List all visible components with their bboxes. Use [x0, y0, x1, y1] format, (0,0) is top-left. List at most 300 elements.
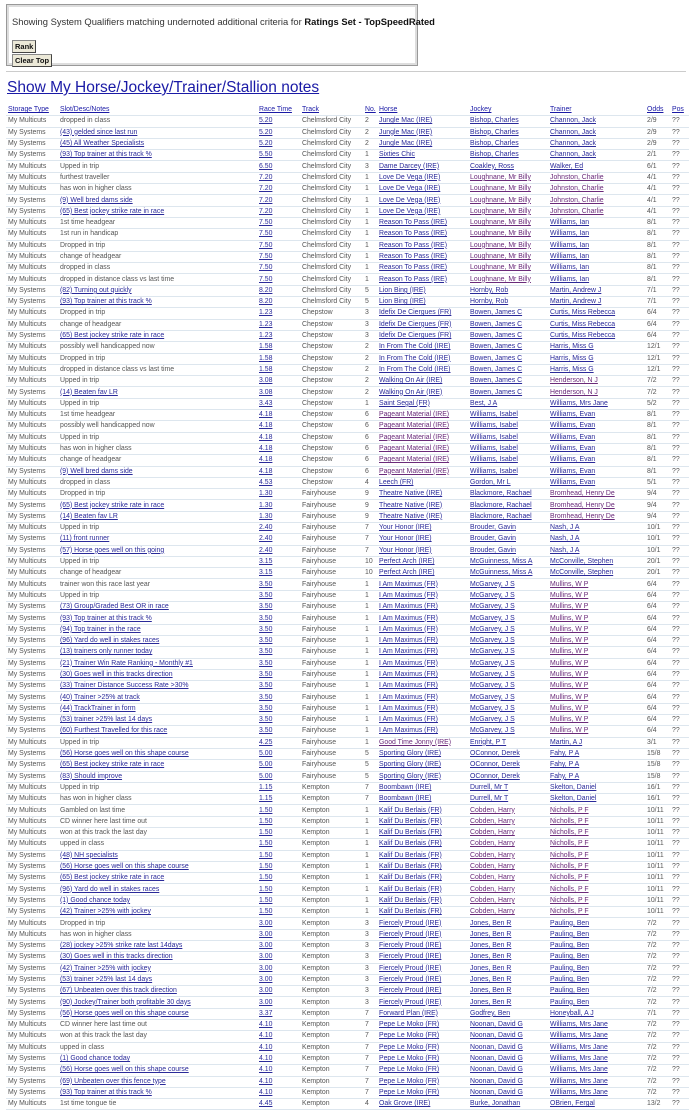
- cell-trainer[interactable]: [548, 997, 645, 1008]
- cell-jockey[interactable]: [468, 206, 548, 217]
- cell-jockey[interactable]: [468, 195, 548, 206]
- race-time-link[interactable]: 1.50: [259, 806, 273, 814]
- trainer-link[interactable]: Mullins, W P: [550, 637, 589, 645]
- cell-jockey[interactable]: [468, 161, 548, 172]
- race-time-link[interactable]: 3.50: [259, 682, 273, 690]
- cell-race-time[interactable]: [257, 681, 300, 692]
- horse-link[interactable]: Fiercely Proud (IRE): [379, 964, 442, 972]
- cell-horse[interactable]: [377, 500, 468, 511]
- horse-link[interactable]: I Am Maximus (FR): [379, 670, 438, 678]
- race-time-link[interactable]: 4.10: [259, 1066, 273, 1074]
- cell-horse[interactable]: [377, 669, 468, 680]
- cell-trainer[interactable]: [548, 466, 645, 477]
- cell-trainer[interactable]: [548, 861, 645, 872]
- cell-jockey[interactable]: [468, 500, 548, 511]
- jockey-link[interactable]: Bishop, Charles: [470, 151, 519, 159]
- sort-trainer-link[interactable]: Trainer: [550, 106, 572, 114]
- horse-link[interactable]: Pepe Le Moko (FR): [379, 1088, 440, 1096]
- cell-race-time[interactable]: [257, 308, 300, 319]
- cell-slot-desc[interactable]: [58, 884, 257, 895]
- race-time-link[interactable]: 1.50: [259, 829, 273, 837]
- cell-horse[interactable]: [377, 715, 468, 726]
- cell-horse[interactable]: [377, 963, 468, 974]
- jockey-link[interactable]: Cobden, Harry: [470, 863, 515, 871]
- cell-race-time[interactable]: [257, 217, 300, 228]
- horse-link[interactable]: Idefix De Ciergues (FR): [379, 320, 452, 328]
- jockey-link[interactable]: Gordon, Mr L: [470, 478, 511, 486]
- cell-trainer[interactable]: [548, 297, 645, 308]
- trainer-link[interactable]: Curtis, Miss Rebecca: [550, 332, 616, 340]
- cell-horse[interactable]: [377, 873, 468, 884]
- jockey-link[interactable]: McGarvey, J S: [470, 580, 515, 588]
- trainer-link[interactable]: Mullins, W P: [550, 625, 589, 633]
- cell-slot-desc[interactable]: [58, 748, 257, 759]
- cell-jockey[interactable]: [468, 217, 548, 228]
- race-time-link[interactable]: 1.58: [259, 343, 273, 351]
- cell-jockey[interactable]: [468, 681, 548, 692]
- cell-jockey[interactable]: [468, 432, 548, 443]
- trainer-link[interactable]: Williams, Mrs Jane: [550, 1077, 608, 1085]
- cell-race-time[interactable]: [257, 974, 300, 985]
- jockey-link[interactable]: Cobden, Harry: [470, 806, 515, 814]
- trainer-link[interactable]: Martin, Andrew J: [550, 298, 602, 306]
- slot-desc-link[interactable]: (96) Yard do well in stakes races: [60, 885, 160, 893]
- jockey-link[interactable]: Loughnane, Mr Billy: [470, 230, 531, 238]
- cell-trainer[interactable]: [548, 364, 645, 375]
- sort-pos-link[interactable]: Pos: [672, 106, 684, 114]
- cell-trainer[interactable]: [548, 715, 645, 726]
- header-odds[interactable]: [645, 105, 670, 116]
- cell-horse[interactable]: [377, 330, 468, 341]
- cell-race-time[interactable]: [257, 364, 300, 375]
- cell-jockey[interactable]: [468, 364, 548, 375]
- slot-desc-link[interactable]: (45) All Weather Specialists: [60, 140, 145, 148]
- race-time-link[interactable]: 3.37: [259, 1009, 273, 1017]
- slot-desc-link[interactable]: (57) Horse goes well on this going: [60, 546, 165, 554]
- race-time-link[interactable]: 4.10: [259, 1088, 273, 1096]
- race-time-link[interactable]: 5.00: [259, 772, 273, 780]
- trainer-link[interactable]: Mullins, W P: [550, 693, 589, 701]
- cell-horse[interactable]: [377, 692, 468, 703]
- cell-jockey[interactable]: [468, 229, 548, 240]
- slot-desc-link[interactable]: (73) Group/Graded Best OR in race: [60, 603, 169, 611]
- trainer-link[interactable]: Williams, Mrs Jane: [550, 1021, 608, 1029]
- horse-link[interactable]: Perfect Arch (IRE): [379, 569, 435, 577]
- cell-trainer[interactable]: [548, 635, 645, 646]
- header-no[interactable]: [363, 105, 377, 116]
- rank-button[interactable]: Rank: [12, 40, 36, 53]
- cell-jockey[interactable]: [468, 703, 548, 714]
- cell-trainer[interactable]: [548, 590, 645, 601]
- horse-link[interactable]: Pepe Le Moko (FR): [379, 1032, 440, 1040]
- header-race-time[interactable]: [257, 105, 300, 116]
- trainer-link[interactable]: Martin, Andrew J: [550, 286, 602, 294]
- trainer-link[interactable]: Nicholls, P F: [550, 908, 589, 916]
- cell-race-time[interactable]: [257, 918, 300, 929]
- trainer-link[interactable]: Pauling, Ben: [550, 942, 590, 950]
- horse-link[interactable]: Oak Grove (IRE): [379, 1100, 431, 1108]
- cell-slot-desc[interactable]: [58, 760, 257, 771]
- race-time-link[interactable]: 7.20: [259, 185, 273, 193]
- jockey-link[interactable]: Brouder, Gavin: [470, 546, 516, 554]
- cell-jockey[interactable]: [468, 839, 548, 850]
- cell-horse[interactable]: [377, 1065, 468, 1076]
- jockey-link[interactable]: Durrell, Mr T: [470, 783, 509, 791]
- trainer-link[interactable]: Williams, Evan: [550, 478, 596, 486]
- cell-race-time[interactable]: [257, 1042, 300, 1053]
- horse-link[interactable]: I Am Maximus (FR): [379, 591, 438, 599]
- trainer-link[interactable]: Mullins, W P: [550, 603, 589, 611]
- jockey-link[interactable]: Loughnane, Mr Billy: [470, 275, 531, 283]
- horse-link[interactable]: Perfect Arch (IRE): [379, 558, 435, 566]
- cell-jockey[interactable]: [468, 940, 548, 951]
- horse-link[interactable]: Kalif Du Berlais (FR): [379, 851, 442, 859]
- cell-jockey[interactable]: [468, 929, 548, 940]
- cell-race-time[interactable]: [257, 895, 300, 906]
- cell-race-time[interactable]: [257, 353, 300, 364]
- trainer-link[interactable]: Mullins, W P: [550, 591, 589, 599]
- race-time-link[interactable]: 4.10: [259, 1032, 273, 1040]
- jockey-link[interactable]: Williams, Isabel: [470, 445, 518, 453]
- horse-link[interactable]: Sporting Glory (IRE): [379, 772, 442, 780]
- horse-link[interactable]: Kalif Du Berlais (FR): [379, 896, 442, 904]
- cell-horse[interactable]: [377, 952, 468, 963]
- cell-trainer[interactable]: [548, 353, 645, 364]
- sort-track-link[interactable]: Track: [302, 106, 319, 114]
- cell-race-time[interactable]: [257, 398, 300, 409]
- cell-race-time[interactable]: [257, 477, 300, 488]
- cell-trainer[interactable]: [548, 342, 645, 353]
- race-time-link[interactable]: 1.15: [259, 783, 273, 791]
- horse-link[interactable]: Fiercely Proud (IRE): [379, 953, 442, 961]
- race-time-link[interactable]: 3.50: [259, 727, 273, 735]
- jockey-link[interactable]: Bowen, James C: [470, 377, 523, 385]
- cell-jockey[interactable]: [468, 771, 548, 782]
- horse-link[interactable]: Reason To Pass (IRE): [379, 219, 448, 227]
- cell-trainer[interactable]: [548, 748, 645, 759]
- slot-desc-link[interactable]: (48) NH specialists: [60, 851, 118, 859]
- cell-trainer[interactable]: [548, 522, 645, 533]
- horse-link[interactable]: Walking On Air (IRE): [379, 377, 443, 385]
- cell-jockey[interactable]: [468, 624, 548, 635]
- cell-horse[interactable]: [377, 127, 468, 138]
- slot-desc-link[interactable]: (94) Top trainer in the race: [60, 625, 141, 633]
- horse-link[interactable]: I Am Maximus (FR): [379, 727, 438, 735]
- cell-jockey[interactable]: [468, 240, 548, 251]
- sort-odds-link[interactable]: Odds: [647, 106, 664, 114]
- cell-slot-desc[interactable]: [58, 545, 257, 556]
- trainer-link[interactable]: Williams, Ian: [550, 219, 590, 227]
- cell-jockey[interactable]: [468, 1065, 548, 1076]
- cell-trainer[interactable]: [548, 850, 645, 861]
- slot-desc-link[interactable]: (53) trainer >25% last 14 days: [60, 716, 153, 724]
- horse-link[interactable]: Forward Plan (IRE): [379, 1009, 438, 1017]
- cell-jockey[interactable]: [468, 534, 548, 545]
- slot-desc-link[interactable]: (1) Good chance today: [60, 1055, 131, 1063]
- cell-horse[interactable]: [377, 240, 468, 251]
- cell-slot-desc[interactable]: [58, 963, 257, 974]
- cell-jockey[interactable]: [468, 330, 548, 341]
- cell-jockey[interactable]: [468, 421, 548, 432]
- trainer-link[interactable]: Harris, Miss G: [550, 343, 594, 351]
- cell-horse[interactable]: [377, 421, 468, 432]
- slot-desc-link[interactable]: (83) Should improve: [60, 772, 123, 780]
- jockey-link[interactable]: Bowen, James C: [470, 320, 523, 328]
- cell-horse[interactable]: [377, 907, 468, 918]
- horse-link[interactable]: Pageant Material (IRE): [379, 411, 450, 419]
- cell-jockey[interactable]: [468, 285, 548, 296]
- horse-link[interactable]: Pageant Material (IRE): [379, 422, 450, 430]
- cell-slot-desc[interactable]: [58, 940, 257, 951]
- cell-slot-desc[interactable]: [58, 658, 257, 669]
- cell-race-time[interactable]: [257, 771, 300, 782]
- cell-horse[interactable]: [377, 410, 468, 421]
- race-time-link[interactable]: 3.50: [259, 614, 273, 622]
- cell-slot-desc[interactable]: [58, 997, 257, 1008]
- cell-race-time[interactable]: [257, 161, 300, 172]
- cell-horse[interactable]: [377, 489, 468, 500]
- cell-race-time[interactable]: [257, 635, 300, 646]
- jockey-link[interactable]: McGarvey, J S: [470, 659, 515, 667]
- horse-link[interactable]: Reason To Pass (IRE): [379, 275, 448, 283]
- cell-horse[interactable]: [377, 658, 468, 669]
- horse-link[interactable]: Lion Bing (IRE): [379, 298, 426, 306]
- cell-horse[interactable]: [377, 387, 468, 398]
- trainer-link[interactable]: Bromhead, Henry De: [550, 512, 615, 520]
- jockey-link[interactable]: Coakley, Ross: [470, 162, 514, 170]
- cell-horse[interactable]: [377, 861, 468, 872]
- cell-horse[interactable]: [377, 737, 468, 748]
- jockey-link[interactable]: OConnor, Derek: [470, 772, 520, 780]
- cell-horse[interactable]: [377, 805, 468, 816]
- cell-trainer[interactable]: [548, 794, 645, 805]
- cell-jockey[interactable]: [468, 794, 548, 805]
- cell-slot-desc[interactable]: [58, 1065, 257, 1076]
- race-time-link[interactable]: 4.18: [259, 445, 273, 453]
- trainer-link[interactable]: Mullins, W P: [550, 716, 589, 724]
- trainer-link[interactable]: Williams, Evan: [550, 467, 596, 475]
- cell-jockey[interactable]: [468, 319, 548, 330]
- race-time-link[interactable]: 2.40: [259, 535, 273, 543]
- cell-race-time[interactable]: [257, 929, 300, 940]
- cell-race-time[interactable]: [257, 240, 300, 251]
- trainer-link[interactable]: Curtis, Miss Rebecca: [550, 320, 616, 328]
- horse-link[interactable]: Pepe Le Moko (FR): [379, 1055, 440, 1063]
- jockey-link[interactable]: Cobden, Harry: [470, 840, 515, 848]
- trainer-link[interactable]: Channon, Jack: [550, 151, 596, 159]
- cell-trainer[interactable]: [548, 816, 645, 827]
- trainer-link[interactable]: Skelton, Daniel: [550, 783, 597, 791]
- cell-trainer[interactable]: [548, 647, 645, 658]
- cell-horse[interactable]: [377, 150, 468, 161]
- cell-trainer[interactable]: [548, 952, 645, 963]
- cell-slot-desc[interactable]: [58, 850, 257, 861]
- slot-desc-link[interactable]: (65) Best jockey strike rate in race: [60, 501, 165, 509]
- jockey-link[interactable]: Enright, P T: [470, 738, 507, 746]
- cell-trainer[interactable]: [548, 828, 645, 839]
- cell-jockey[interactable]: [468, 748, 548, 759]
- cell-trainer[interactable]: [548, 376, 645, 387]
- cell-horse[interactable]: [377, 522, 468, 533]
- cell-race-time[interactable]: [257, 150, 300, 161]
- cell-trainer[interactable]: [548, 624, 645, 635]
- cell-jockey[interactable]: [468, 907, 548, 918]
- horse-link[interactable]: Pageant Material (IRE): [379, 456, 450, 464]
- slot-desc-link[interactable]: (65) Best jockey strike rate in race: [60, 874, 165, 882]
- horse-link[interactable]: Boombawn (IRE): [379, 783, 432, 791]
- horse-link[interactable]: Fiercely Proud (IRE): [379, 930, 442, 938]
- jockey-link[interactable]: McGuinness, Miss A: [470, 569, 533, 577]
- jockey-link[interactable]: McGarvey, J S: [470, 648, 515, 656]
- jockey-link[interactable]: Noonan, David G: [470, 1043, 523, 1051]
- cell-race-time[interactable]: [257, 184, 300, 195]
- cell-trainer[interactable]: [548, 138, 645, 149]
- cell-race-time[interactable]: [257, 861, 300, 872]
- trainer-link[interactable]: Williams, Evan: [550, 411, 596, 419]
- cell-jockey[interactable]: [468, 1076, 548, 1087]
- sort-slot-desc-link[interactable]: Slot/Desc/Notes: [60, 106, 110, 114]
- trainer-link[interactable]: Harris, Miss G: [550, 354, 594, 362]
- cell-jockey[interactable]: [468, 635, 548, 646]
- cell-slot-desc[interactable]: [58, 195, 257, 206]
- cell-jockey[interactable]: [468, 138, 548, 149]
- trainer-link[interactable]: Williams, Evan: [550, 422, 596, 430]
- trainer-link[interactable]: Channon, Jack: [550, 128, 596, 136]
- cell-jockey[interactable]: [468, 477, 548, 488]
- horse-link[interactable]: In From The Cold (IRE): [379, 354, 451, 362]
- horse-link[interactable]: Pepe Le Moko (FR): [379, 1077, 440, 1085]
- race-time-link[interactable]: 7.50: [259, 219, 273, 227]
- trainer-link[interactable]: Pauling, Ben: [550, 953, 590, 961]
- cell-horse[interactable]: [377, 184, 468, 195]
- cell-slot-desc[interactable]: [58, 1087, 257, 1098]
- slot-desc-link[interactable]: (9) Well bred dams side: [60, 467, 133, 475]
- show-notes-link[interactable]: Show My Horse/Jockey/Trainer/Stallion notes: [7, 79, 320, 96]
- slot-desc-link[interactable]: (93) Top trainer at this track %: [60, 298, 152, 306]
- cell-race-time[interactable]: [257, 443, 300, 454]
- cell-jockey[interactable]: [468, 376, 548, 387]
- race-time-link[interactable]: 4.18: [259, 456, 273, 464]
- jockey-link[interactable]: Bowen, James C: [470, 388, 523, 396]
- slot-desc-link[interactable]: (60) Furthest Travelled for this race: [60, 727, 168, 735]
- cell-trainer[interactable]: [548, 127, 645, 138]
- cell-horse[interactable]: [377, 364, 468, 375]
- cell-trainer[interactable]: [548, 308, 645, 319]
- cell-horse[interactable]: [377, 342, 468, 353]
- cell-horse[interactable]: [377, 206, 468, 217]
- cell-trainer[interactable]: [548, 1076, 645, 1087]
- jockey-link[interactable]: McGarvey, J S: [470, 704, 515, 712]
- cell-trainer[interactable]: [548, 986, 645, 997]
- cell-race-time[interactable]: [257, 387, 300, 398]
- cell-jockey[interactable]: [468, 263, 548, 274]
- trainer-link[interactable]: Skelton, Daniel: [550, 795, 597, 803]
- slot-desc-link[interactable]: (30) Goes well in this tracks direction: [60, 953, 173, 961]
- slot-desc-link[interactable]: (96) Yard do well in stakes races: [60, 637, 160, 645]
- horse-link[interactable]: Idefix De Ciergues (FR): [379, 332, 452, 340]
- cell-horse[interactable]: [377, 681, 468, 692]
- cell-race-time[interactable]: [257, 828, 300, 839]
- cell-slot-desc[interactable]: [58, 692, 257, 703]
- trainer-link[interactable]: Bromhead, Henry De: [550, 501, 615, 509]
- trainer-link[interactable]: Henderson, N J: [550, 377, 598, 385]
- cell-horse[interactable]: [377, 748, 468, 759]
- trainer-link[interactable]: Walker, Ed: [550, 162, 584, 170]
- trainer-link[interactable]: Mullins, W P: [550, 727, 589, 735]
- cell-trainer[interactable]: [548, 658, 645, 669]
- cell-slot-desc[interactable]: [58, 726, 257, 737]
- cell-trainer[interactable]: [548, 319, 645, 330]
- cell-trainer[interactable]: [548, 568, 645, 579]
- horse-link[interactable]: Kalif Du Berlais (FR): [379, 806, 442, 814]
- cell-race-time[interactable]: [257, 568, 300, 579]
- cell-horse[interactable]: [377, 850, 468, 861]
- jockey-link[interactable]: Noonan, David G: [470, 1077, 523, 1085]
- cell-slot-desc[interactable]: [58, 297, 257, 308]
- race-time-link[interactable]: 4.53: [259, 478, 273, 486]
- cell-trainer[interactable]: [548, 760, 645, 771]
- cell-race-time[interactable]: [257, 274, 300, 285]
- horse-link[interactable]: Theatre Native (IRE): [379, 490, 443, 498]
- cell-slot-desc[interactable]: [58, 669, 257, 680]
- cell-slot-desc[interactable]: [58, 907, 257, 918]
- cell-race-time[interactable]: [257, 556, 300, 567]
- horse-link[interactable]: Reason To Pass (IRE): [379, 253, 448, 260]
- cell-jockey[interactable]: [468, 590, 548, 601]
- cell-race-time[interactable]: [257, 138, 300, 149]
- horse-link[interactable]: Kalif Du Berlais (FR): [379, 885, 442, 893]
- slot-desc-link[interactable]: (93) Top trainer at this track %: [60, 151, 152, 159]
- cell-horse[interactable]: [377, 771, 468, 782]
- trainer-link[interactable]: Harris, Miss G: [550, 365, 594, 373]
- cell-jockey[interactable]: [468, 127, 548, 138]
- cell-trainer[interactable]: [548, 184, 645, 195]
- trainer-link[interactable]: Fahy, P A: [550, 750, 580, 758]
- cell-race-time[interactable]: [257, 1020, 300, 1031]
- cell-race-time[interactable]: [257, 1031, 300, 1042]
- cell-trainer[interactable]: [548, 884, 645, 895]
- cell-horse[interactable]: [377, 217, 468, 228]
- horse-link[interactable]: Your Honor (IRE): [379, 546, 432, 554]
- race-time-link[interactable]: 3.08: [259, 377, 273, 385]
- horse-link[interactable]: Pepe Le Moko (FR): [379, 1043, 440, 1051]
- trainer-link[interactable]: Pauling, Ben: [550, 987, 590, 995]
- slot-desc-link[interactable]: (42) Trainer >25% with jockey: [60, 908, 151, 916]
- slot-desc-link[interactable]: (65) Best jockey strike rate in race: [60, 207, 165, 215]
- cell-race-time[interactable]: [257, 602, 300, 613]
- trainer-link[interactable]: Williams, Mrs Jane: [550, 399, 608, 407]
- cell-jockey[interactable]: [468, 1087, 548, 1098]
- cell-horse[interactable]: [377, 1076, 468, 1087]
- trainer-link[interactable]: Nicholls, P F: [550, 885, 589, 893]
- cell-trainer[interactable]: [548, 1031, 645, 1042]
- race-time-link[interactable]: 4.25: [259, 738, 273, 746]
- cell-slot-desc[interactable]: [58, 602, 257, 613]
- cell-horse[interactable]: [377, 455, 468, 466]
- horse-link[interactable]: Pepe Le Moko (FR): [379, 1021, 440, 1029]
- cell-horse[interactable]: [377, 828, 468, 839]
- jockey-link[interactable]: Noonan, David G: [470, 1055, 523, 1063]
- horse-link[interactable]: In From The Cold (IRE): [379, 343, 451, 351]
- race-time-link[interactable]: 3.50: [259, 693, 273, 701]
- cell-horse[interactable]: [377, 1020, 468, 1031]
- cell-race-time[interactable]: [257, 850, 300, 861]
- cell-trainer[interactable]: [548, 489, 645, 500]
- jockey-link[interactable]: Cobden, Harry: [470, 908, 515, 916]
- slot-desc-link[interactable]: (53) trainer >25% last 14 days: [60, 976, 153, 983]
- trainer-link[interactable]: Nicholls, P F: [550, 896, 589, 904]
- cell-horse[interactable]: [377, 477, 468, 488]
